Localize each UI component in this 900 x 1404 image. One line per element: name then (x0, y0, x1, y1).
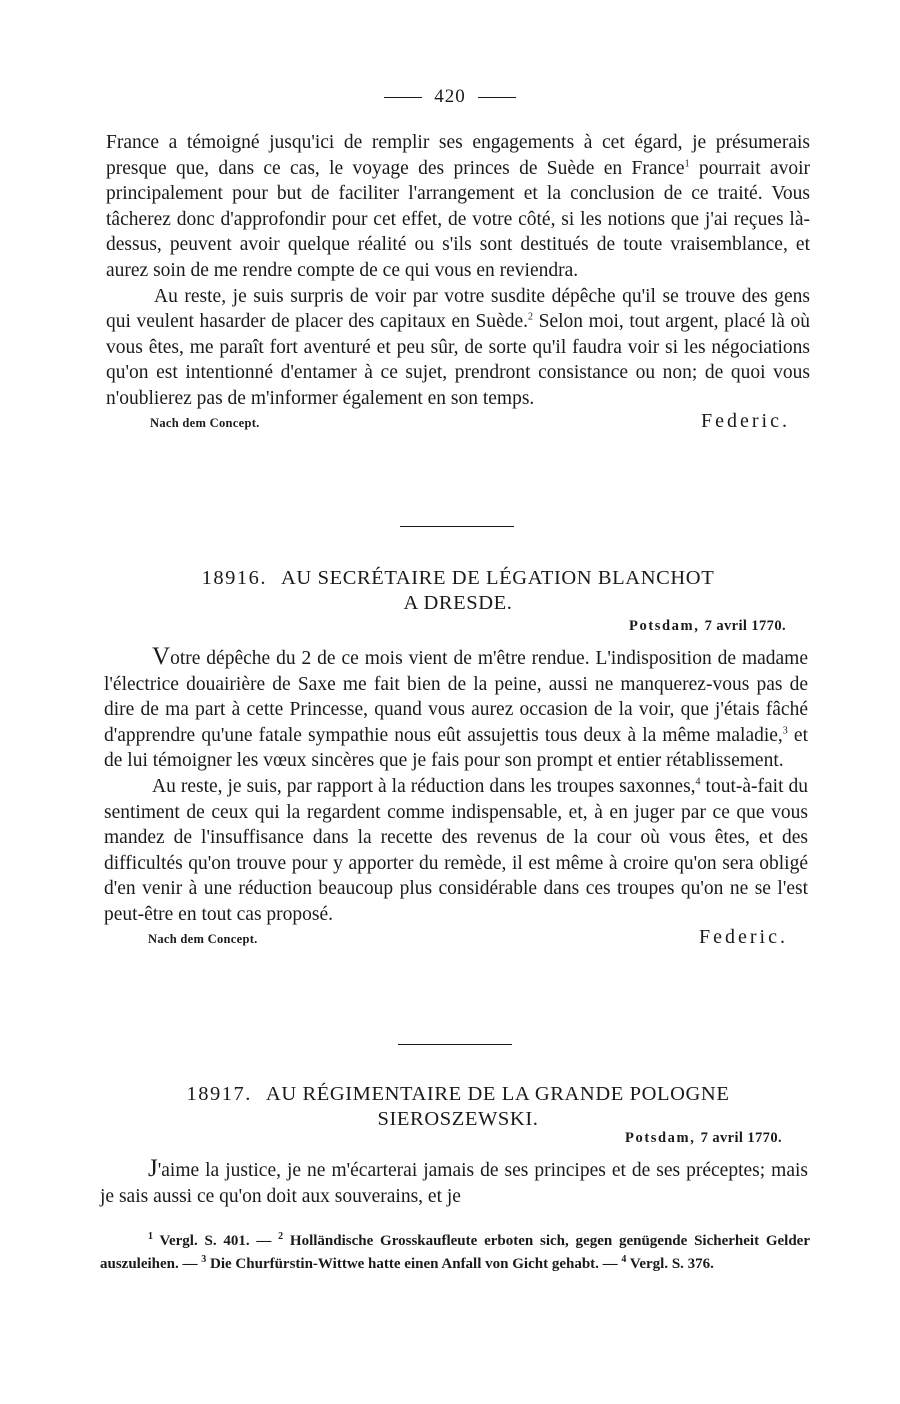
letter-recipient: AU RÉGIMENTAIRE DE LA GRANDE POLOGNE (265, 1083, 730, 1105)
paragraph: Au reste, je suis surpris de voir par votre susdite dépêche qu'il se trouve des gens qui veulent hasarder de placer des capitaux en Suède.$^2$ Selon moi, tout argent, placé là où vous êtes, me paraît fort aventuré et peu sûr, de sorte qu'il faudra voir si les négociations qu'on est intentionné d'entamer à ce sujet, prendront consistance ou non; de quoi vous n'oublierez pas de m'informer également en son temps. (106, 285, 810, 409)
page-number (0, 86, 900, 108)
signature: Federic. (701, 409, 790, 432)
letter-number: 18916. (201, 567, 268, 589)
dateline-place: Potsdam, (629, 618, 700, 634)
letter-heading (106, 566, 810, 616)
letter-recipient: AU SECRÉTAIRE DE LÉGATION BLANCHOT (281, 567, 715, 589)
dateline (629, 618, 786, 635)
letter-destination: A DRESDE. (403, 592, 513, 614)
letter-number: 18917. (186, 1083, 252, 1105)
footnote-mark: 1 (148, 1231, 153, 1242)
footnote-ref: 4 (695, 776, 701, 788)
section-divider (398, 1044, 512, 1045)
signature: Federic. (699, 925, 788, 948)
letter-body (104, 644, 808, 952)
source-note: Nach dem Concept. (150, 415, 260, 430)
footnotes (100, 1230, 810, 1276)
signature-row (106, 409, 810, 436)
initial-letter: V (152, 643, 171, 670)
previous-letter-continuation (106, 130, 810, 436)
dateline (625, 1130, 782, 1147)
initial-letter: J (148, 1155, 158, 1182)
letter-heading (106, 1082, 810, 1132)
footnote-mark: 2 (278, 1231, 284, 1242)
page-number-right-dash (478, 97, 516, 98)
dateline-date: 7 avril 1770. (700, 1130, 782, 1146)
footnote-text: Die Churfürstin-Wittwe hatte einen Anfall von Gicht gehabt. — (206, 1256, 622, 1272)
section-divider (400, 526, 514, 527)
footnote-mark: 4 (621, 1254, 627, 1265)
page-number-text: 420 (434, 86, 466, 107)
letter-destination: SIEROSZEWSKI. (377, 1108, 539, 1130)
footnote-ref: 1 (684, 158, 690, 170)
source-note: Nach dem Concept. (148, 931, 258, 946)
dateline-date: 7 avril 1770. (704, 618, 786, 634)
footnote-text: Vergl. S. 376. (626, 1256, 714, 1272)
letter-body (100, 1156, 808, 1209)
footnote-text: Vergl. S. 401. — (153, 1233, 279, 1249)
page-number-left-dash (384, 97, 422, 98)
footnote-mark: 3 (201, 1254, 207, 1265)
paragraph: France a témoigné jusqu'ici de remplir ses engagements à cet égard, je présumerais presque que, dans ce cas, le voyage des princes de Suède en France$^1$ pourrait avoir principalement pour but de faciliter l'arrangement et la conclusion de ce traité. Vous tâcherez donc d'approfondir pour cet effet, de votre côté, si les notions que j'ai reçues là-dessus, peuvent avoir quelque réalité ou s'ils sont destitués de toute vraisemblance, et aurez soin de me rendre compte de ce qui vous en reviendra. (106, 132, 810, 281)
dateline-place: Potsdam, (625, 1130, 696, 1146)
paragraph: Au reste, je suis, par rapport à la réduction dans les troupes saxonnes,$^4$ tout-à-fait du sentiment de ceux qui la regardent comme indispensable, et, à en juger par ce que vous mandez de l'insuffisance dans la recette des revenus de la cour où vous êtes, et des difficultés qu'on trouve pour y apporter du remède, il est même à croire qu'on sera obligé d'en venir à une réduction beaucoup plus considérable dans ces troupes qu'on ne se l'est peut-être en tout cas proposé. (104, 775, 808, 925)
footnote-ref: 3 (782, 725, 788, 737)
footnote-text: Holländische Grosskaufleute erboten sich, gegen genügende Sicherheit Gelder auszuleihen. — (100, 1233, 811, 1272)
signature-row (104, 925, 808, 952)
paragraph: Votre dépêche du 2 de ce mois vient de m'être rendue. L'indisposition de madame l'électrice douairière de Saxe me fait bien de la peine, aussi ne manquerez-vous pas de dire de ma part à cette Princesse, quand vous aurez occasion de la voir, que j'étais fâché d'apprendre qu'une fatale sympathie nous eût assujettis tous deux à la même maladie,$^3$ et de lui témoigner les vœux sincères que je fais pour son prompt et entier rétablissement. (104, 643, 808, 772)
paragraph: J'aime la justice, je ne m'écarterai jamais de ses principes et de ses préceptes; mais je sais aussi ce qu'on doit aux souverains, et je (100, 1155, 808, 1207)
footnote-ref: 2 (528, 311, 534, 323)
